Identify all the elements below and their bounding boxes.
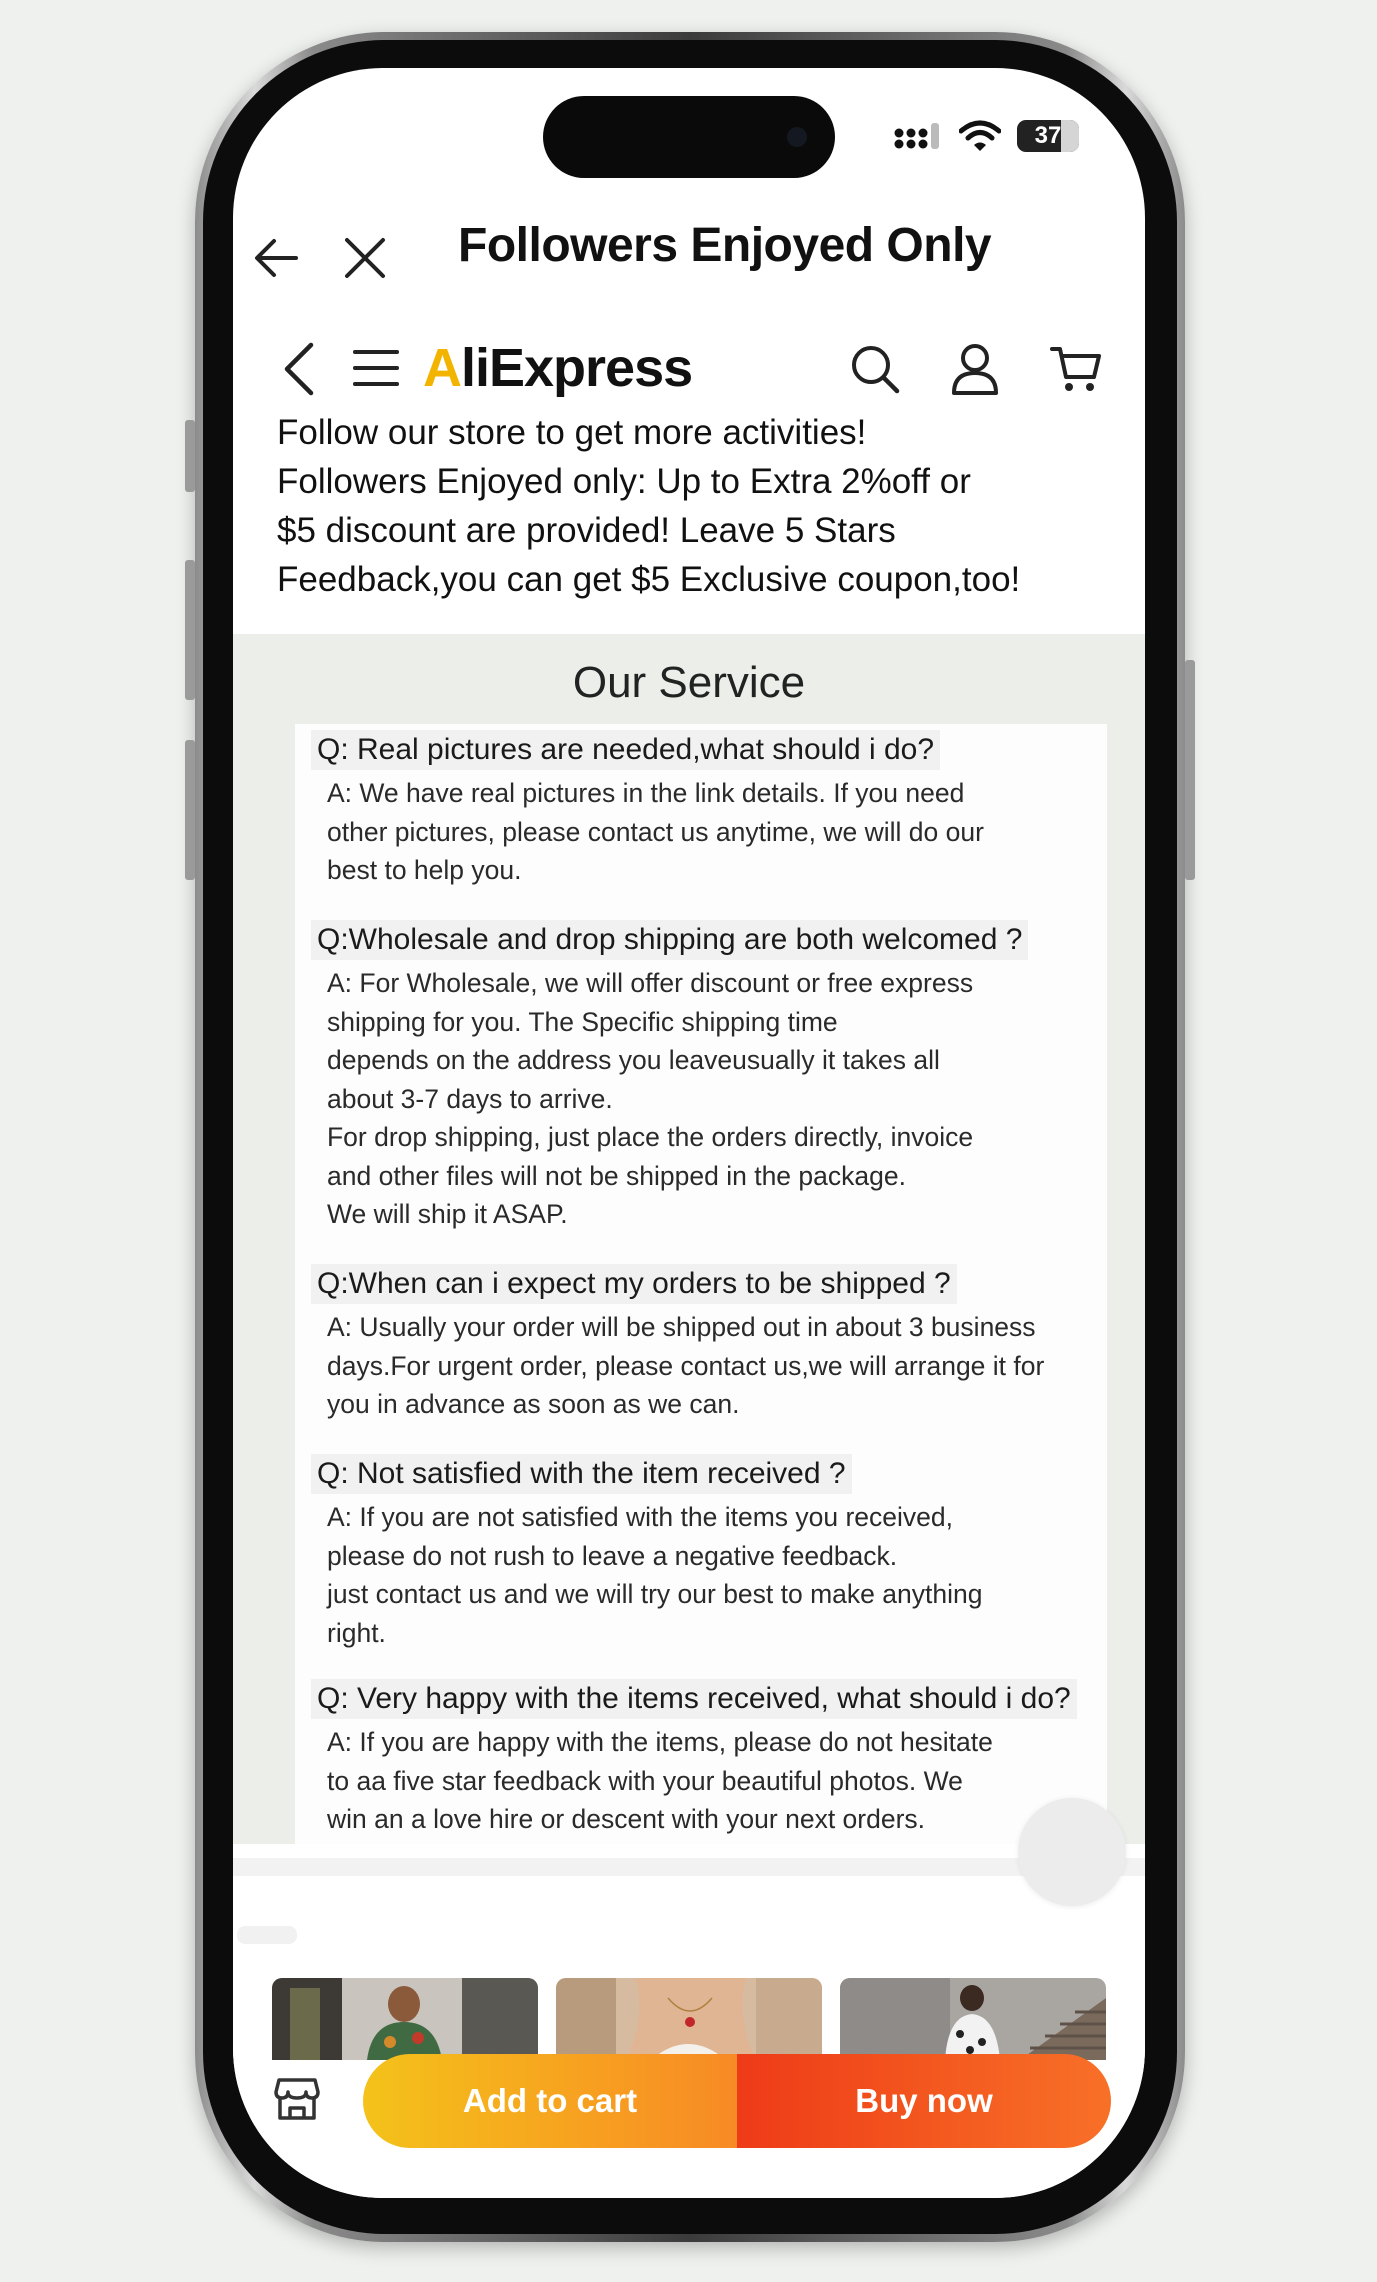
product-thumbnail-image <box>272 1978 538 2060</box>
account-button[interactable] <box>945 339 1005 399</box>
aliexpress-logo[interactable] <box>423 337 692 399</box>
phone-side-button <box>185 420 195 492</box>
product-thumbnail[interactable] <box>840 1978 1106 2060</box>
faq-card <box>295 724 1107 1894</box>
store-button[interactable] <box>273 2076 321 2127</box>
promo-text <box>277 408 1117 604</box>
phone-power-button <box>1185 660 1195 880</box>
faq-item <box>311 730 1111 890</box>
bottom-action-bar <box>233 2054 1145 2164</box>
product-thumbnail-image <box>840 1978 1106 2060</box>
menu-button[interactable] <box>351 343 401 393</box>
faq-question: Q: Real pictures are needed,what should i do? <box>311 730 940 770</box>
signal-icon <box>893 121 943 151</box>
faq-answer: A: If you are not satisfied with the items you received, please do not rush to leave a negative feedback. just contact us and we will try our best to make anything right. <box>327 1502 983 1648</box>
faq-question: Q: Very happy with the items received, what should i do? <box>311 1679 1077 1719</box>
faq-question: Q:Wholesale and drop shipping are both welcomed ? <box>311 920 1028 960</box>
dynamic-island <box>543 96 835 178</box>
logo-text: liExpress <box>461 338 693 398</box>
faq-answer: A: We have real pictures in the link details. If you need other pictures, please contact us anytime, we will do our best to help you. <box>327 778 984 885</box>
status-bar <box>893 120 1079 152</box>
phone-volume-down <box>185 740 195 880</box>
promo-line: Follow our store to get more activities! <box>277 413 867 452</box>
floating-action-button[interactable] <box>1018 1798 1126 1906</box>
cart-icon <box>1049 343 1103 395</box>
camera-dot <box>787 127 807 147</box>
faq-answer: A: Usually your order will be shipped out in about 3 business days.For urgent order, please contact us,we will arrange it for you in advance as soon as we can. <box>327 1312 1045 1419</box>
buy-now-button[interactable]: Buy now <box>737 2054 1111 2148</box>
faq-answer: A: For Wholesale, we will offer discount or free express shipping for you. The Specific shipping time depends on the address you leaveusually it takes all about 3-7 days to arrive. For drop shipping, just place the orders directly, invoice and other files will not be shipped in the package. We will ship it ASAP. <box>327 968 974 1229</box>
logo-star-letter: A <box>423 338 461 398</box>
battery-icon <box>1017 120 1079 152</box>
store-icon <box>273 2076 321 2122</box>
phone-volume-up <box>185 560 195 700</box>
faq-item <box>311 1679 1111 1839</box>
faq-item <box>311 1264 1111 1424</box>
promo-line: Followers Enjoyed only: Up to Extra 2%off or <box>277 462 971 501</box>
search-button[interactable] <box>845 339 905 399</box>
add-to-cart-button[interactable]: Add to cart <box>363 2054 737 2148</box>
wifi-icon <box>959 120 1001 152</box>
battery-level: 37 <box>1034 122 1062 149</box>
phone-screen <box>233 68 1145 2198</box>
faq-answer: A: If you are happy with the items, please do not hesitate to aa five star feedback with your beautiful photos. We win an a love hire or descent with your next orders. <box>327 1727 993 1834</box>
faq-item <box>311 920 1111 1234</box>
back-arrow-icon <box>252 233 302 283</box>
faq-question: Q:When can i expect my orders to be shipped ? <box>311 1264 957 1304</box>
promo-line: Feedback,you can get $5 Exclusive coupon,too! <box>277 560 1021 599</box>
cart-button[interactable] <box>1045 339 1107 399</box>
section-divider <box>233 1858 1145 1876</box>
aliexpress-header <box>233 313 1145 423</box>
close-button[interactable] <box>335 228 395 288</box>
back-chevron-button[interactable] <box>271 339 327 399</box>
page-title: Followers Enjoyed Only <box>458 219 992 272</box>
product-thumbnail[interactable] <box>556 1978 822 2060</box>
user-icon <box>950 342 1000 396</box>
search-icon <box>849 343 901 395</box>
promo-line: $5 discount are provided! Leave 5 Stars <box>277 511 896 550</box>
product-thumbnail-image <box>556 1978 822 2060</box>
faq-item <box>311 1454 1111 1652</box>
product-thumbnail[interactable] <box>272 1978 538 2060</box>
menu-icon <box>353 347 399 389</box>
close-icon <box>343 236 387 280</box>
top-nav-bar <box>233 208 1145 308</box>
service-title: Our Service <box>572 658 806 707</box>
faded-label <box>237 1926 297 1944</box>
back-button[interactable] <box>247 228 307 288</box>
chevron-left-icon <box>281 342 317 396</box>
faq-question: Q: Not satisfied with the item received ? <box>311 1454 852 1494</box>
